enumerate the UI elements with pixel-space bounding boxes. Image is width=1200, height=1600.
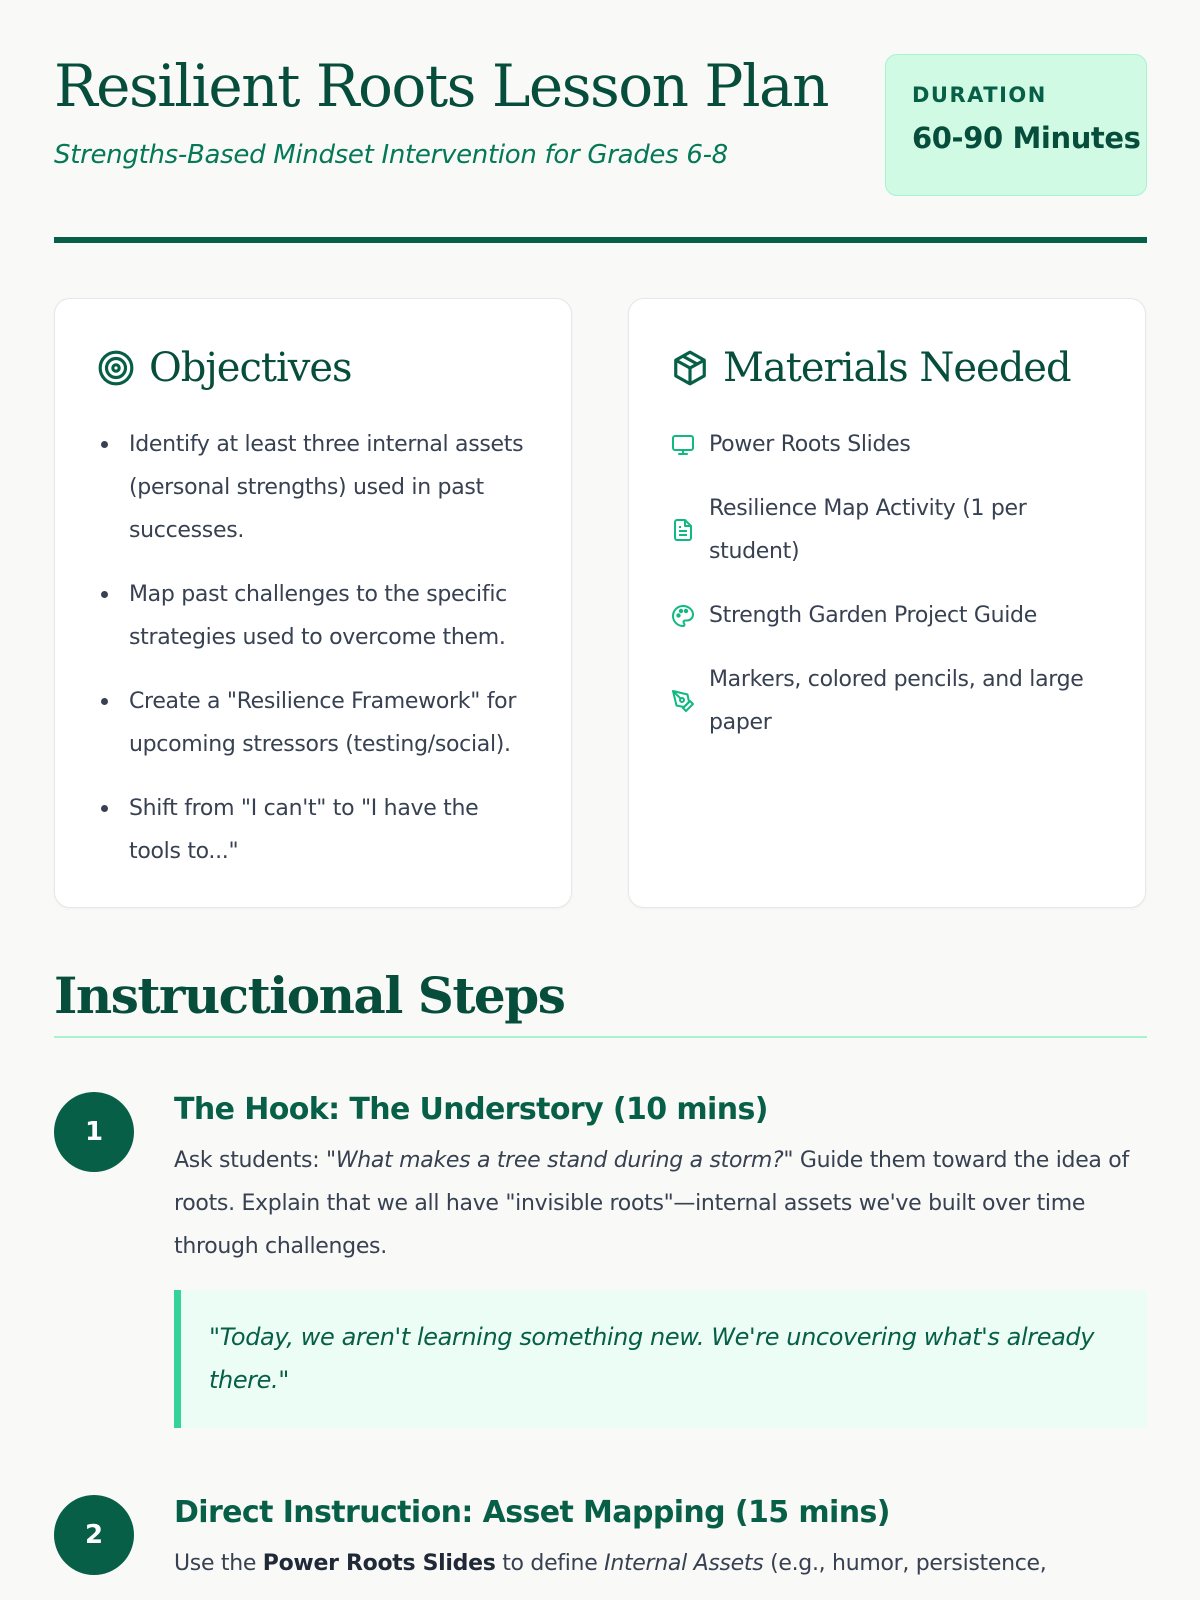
lesson-plan-page: [54, 0, 1147, 1576]
duration-badge: [885, 54, 1147, 196]
step-number-badge: 2: [54, 1495, 134, 1575]
objectives-header: [97, 343, 531, 393]
objective-item: Map past challenges to the specific strategies used to overcome them.: [97, 573, 531, 659]
monitor-icon: [671, 433, 695, 457]
material-item: [671, 487, 1105, 573]
steps-title: Instructional Steps: [54, 966, 565, 1025]
material-label: Resilience Map Activity (1 per student): [709, 496, 1027, 564]
objective-item: Identify at least three internal assets (personal strengths) used in past successes.: [97, 423, 531, 552]
step-text-rest: Guide them toward the idea of roots. Explain that we all have "invisible roots"—internal assets we've built over time through challenges.: [174, 1148, 1129, 1259]
step-question: "What makes a tree stand during a storm?": [326, 1148, 794, 1173]
steps-divider: [54, 1036, 1147, 1038]
overview-cards: [54, 298, 1147, 910]
step-text-bold: Power Roots Slides: [262, 1551, 496, 1576]
step-text-rest: (e.g., humor, persistence,: [763, 1551, 1047, 1576]
step-text-prefix: Use the: [174, 1551, 263, 1576]
step-text-prefix: Ask students:: [174, 1148, 327, 1173]
step-quote: "Today, we aren't learning something new. We're uncovering what's already there.": [174, 1290, 1147, 1428]
materials-card: [628, 298, 1146, 908]
page-title: Resilient Roots Lesson Plan: [54, 52, 828, 120]
palette-icon: [671, 604, 695, 628]
duration-value: 60-90 Minutes: [912, 121, 1141, 155]
header-divider: [54, 237, 1147, 243]
step-description: [174, 1542, 1147, 1585]
material-label: Power Roots Slides: [709, 432, 911, 457]
target-icon: [97, 349, 135, 387]
step-text-em: Internal Assets: [604, 1551, 764, 1576]
step-heading: Direct Instruction: Asset Mapping (15 mins): [174, 1495, 890, 1530]
objective-item: Create a "Resilience Framework" for upcoming stressors (testing/social).: [97, 680, 531, 766]
materials-list: [671, 423, 1105, 744]
materials-title: Materials Needed: [723, 345, 1071, 391]
page-subtitle: Strengths-Based Mindset Intervention for Grades 6-8: [54, 140, 728, 170]
material-item: [671, 658, 1105, 744]
box-icon: [671, 349, 709, 387]
material-label: Strength Garden Project Guide: [709, 603, 1037, 628]
material-item: [671, 423, 1105, 466]
objective-item: Shift from "I can't" to "I have the tools to...": [97, 787, 531, 873]
step-heading: The Hook: The Understory (10 mins): [174, 1092, 768, 1127]
step-description: [174, 1139, 1147, 1268]
objectives-card: [54, 298, 572, 908]
materials-header: [671, 343, 1105, 393]
document-icon: [671, 518, 695, 542]
pen-icon: [671, 689, 695, 713]
step-body: [174, 1495, 1147, 1585]
material-label: Markers, colored pencils, and large paper: [709, 667, 1084, 735]
objectives-title: Objectives: [149, 345, 352, 391]
material-item: [671, 594, 1105, 637]
objectives-list: [97, 423, 531, 873]
duration-label: DURATION: [912, 83, 1047, 107]
step-body: [174, 1092, 1147, 1428]
step-text-mid: to define: [495, 1551, 605, 1576]
step-number-badge: 1: [54, 1092, 134, 1172]
header: [54, 0, 1147, 243]
